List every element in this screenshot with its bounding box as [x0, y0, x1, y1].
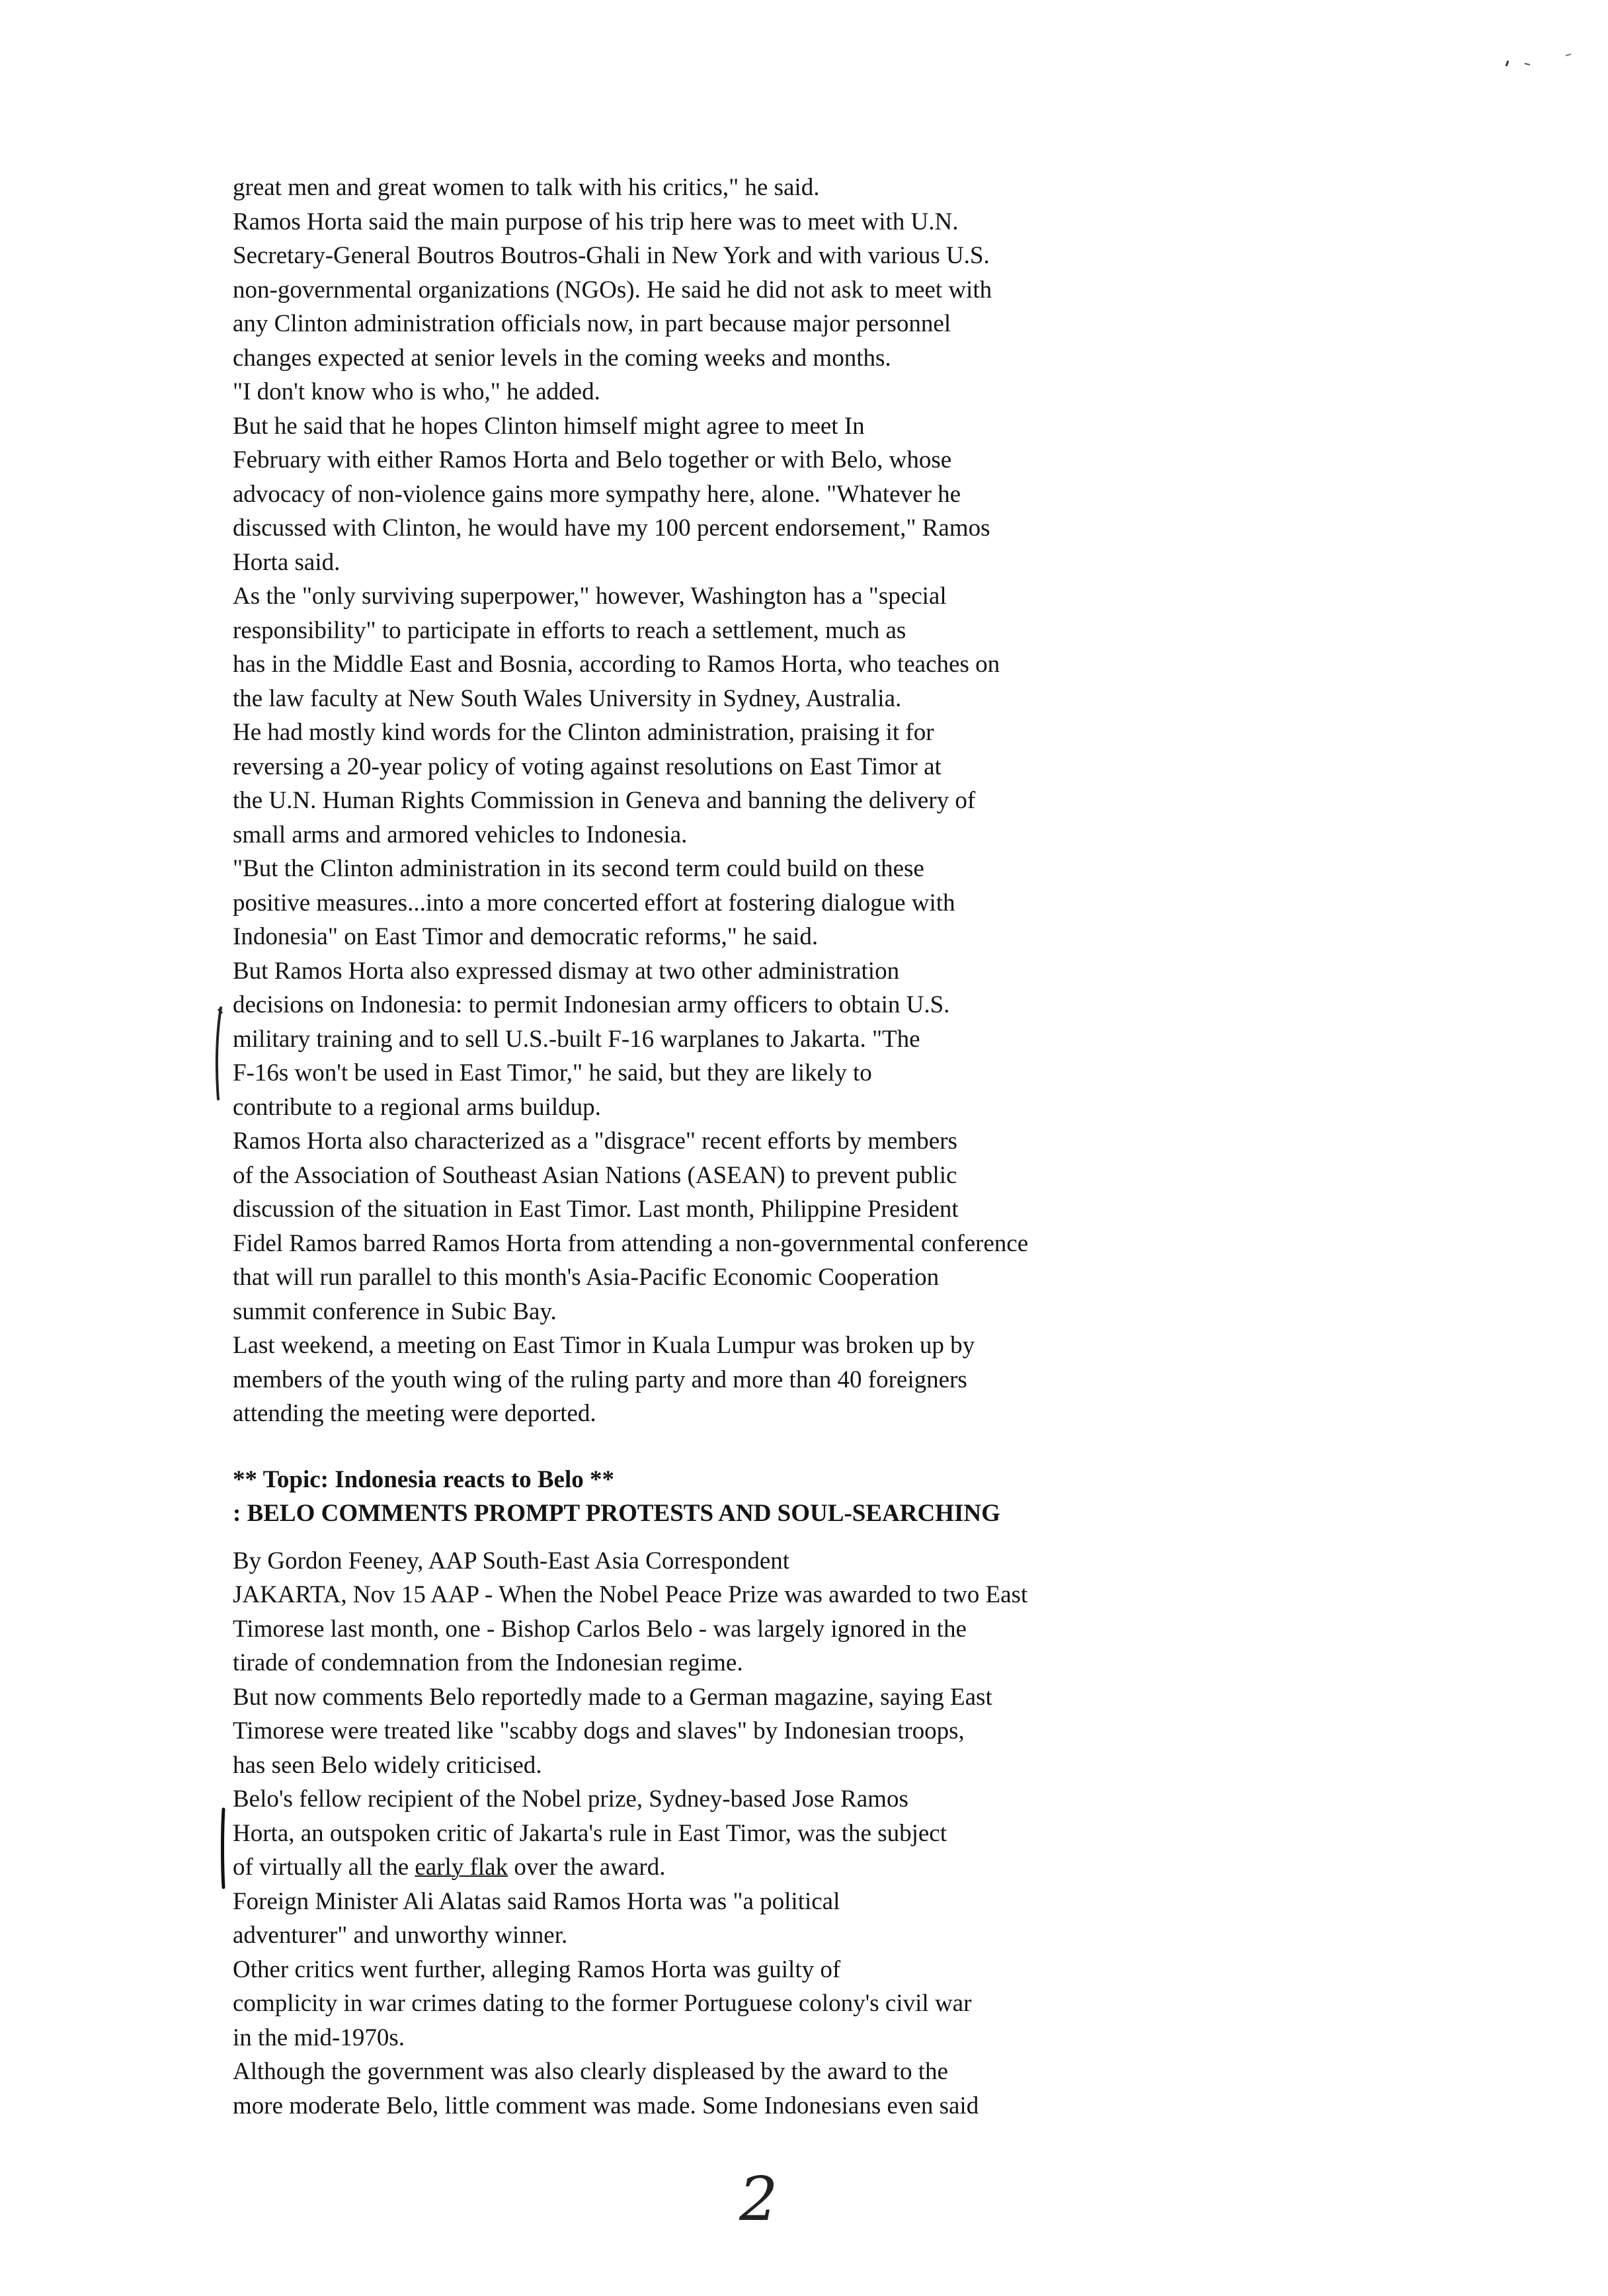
text-line: He had mostly kind words for the Clinton administration, praising it for: [233, 719, 934, 746]
text-line: small arms and armored vehicles to Indonesia.: [233, 821, 688, 848]
text-line: adventurer" and unworthy winner.: [233, 1922, 568, 1949]
corner-marks: [1501, 52, 1580, 71]
headline: : BELO COMMENTS PROMPT PROTESTS AND SOUL-SEARCHING: [233, 1500, 1000, 1527]
section-gap: [233, 1431, 1225, 1463]
text-line: Timorese last month, one - Bishop Carlos Belo - was largely ignored in the: [233, 1615, 967, 1643]
text-line: Secretary-General Boutros Boutros-Ghali in New York and with various U.S.: [233, 242, 990, 269]
text-line: has seen Belo widely criticised.: [233, 1751, 542, 1779]
text-line: Timorese were treated like "scabby dogs and slaves" by Indonesian troops,: [233, 1717, 965, 1744]
text-line: As the "only surviving superpower," however, Washington has a "special: [233, 583, 947, 610]
section-gap: [233, 1531, 1225, 1544]
text-line: non-governmental organizations (NGOs). He said he did not ask to meet with: [233, 276, 992, 304]
margin-mark-lower: [216, 1805, 231, 1891]
text-line: military training and to sell U.S.-built F-16 warplanes to Jakarta. "The: [233, 1025, 920, 1053]
text-line: "I don't know who is who," he added.: [233, 378, 600, 405]
text-line: attending the meeting were deported.: [233, 1400, 596, 1427]
text-line: F-16s won't be used in East Timor," he said, but they are likely to: [233, 1059, 872, 1086]
text-line: responsibility" to participate in efforts to reach a settlement, much as: [233, 616, 906, 644]
text-line: summit conference in Subic Bay.: [233, 1297, 557, 1325]
page-number: 2: [739, 2164, 778, 2234]
article-continued: [233, 171, 1225, 1431]
text-line: Ramos Horta said the main purpose of his trip here was to meet with U.N.: [233, 208, 959, 235]
text-line: that will run parallel to this month's Asia-Pacific Economic Cooperation: [233, 1264, 940, 1291]
text-line: of the Association of Southeast Asian Nations (ASEAN) to prevent public: [233, 1161, 957, 1189]
text-line: complicity in war crimes dating to the former Portuguese colony's civil war: [233, 1990, 972, 2017]
text-line: Other critics went further, alleging Ramos Horta was guilty of: [233, 1955, 841, 1983]
text-line: decisions on Indonesia: to permit Indonesian army officers to obtain U.S.: [233, 991, 950, 1018]
text-line: more moderate Belo, little comment was made. Some Indonesians even said: [233, 2092, 979, 2119]
text-line: "But the Clinton administration in its second term could build on these: [233, 855, 924, 882]
flak-before: of virtually all the: [233, 1854, 415, 1881]
text-line: has in the Middle East and Bosnia, according to Ramos Horta, who teaches on: [233, 651, 1000, 678]
text-line: positive measures...into a more concerted effort at fostering dialogue with: [233, 889, 955, 917]
text-line: Last weekend, a meeting on East Timor in Kuala Lumpur was broken up by: [233, 1332, 975, 1359]
text-line: But he said that he hopes Clinton himself might agree to meet In: [233, 412, 865, 440]
text-line-flak: [233, 1850, 1225, 1885]
text-line: any Clinton administration officials now, in part because major personnel: [233, 310, 951, 337]
text-line: Belo's fellow recipient of the Nobel prize, Sydney-based Jose Ramos: [233, 1785, 908, 1813]
text-line: tirade of condemnation from the Indonesian regime.: [233, 1649, 743, 1676]
text-line: the law faculty at New South Wales University in Sydney, Australia.: [233, 684, 902, 712]
text-line: February with either Ramos Horta and Belo together or with Belo, whose: [233, 446, 952, 473]
text-line: Horta, an outspoken critic of Jakarta's rule in East Timor, was the subject: [233, 1819, 947, 1847]
text-line: Foreign Minister Ali Alatas said Ramos Horta was "a political: [233, 1887, 840, 1915]
text-line: Although the government was also clearly displeased by the award to the: [233, 2058, 948, 2085]
flak-after: over the award.: [508, 1854, 666, 1881]
text-line: discussed with Clinton, he would have my 100 percent endorsement," Ramos: [233, 514, 990, 542]
article-text: [233, 171, 1225, 2123]
text-line: Horta said.: [233, 548, 341, 576]
margin-mark-upper: [209, 1005, 229, 1104]
text-line: But Ramos Horta also expressed dismay at two other administration: [233, 957, 900, 985]
text-line: members of the youth wing of the ruling party and more than 40 foreigners: [233, 1366, 967, 1393]
byline: By Gordon Feeney, AAP South-East Asia Correspondent: [233, 1547, 790, 1575]
text-line: great men and great women to talk with his critics," he said.: [233, 174, 820, 201]
text-line: discussion of the situation in East Timor. Last month, Philippine President: [233, 1196, 959, 1223]
topic-heading: ** Topic: Indonesia reacts to Belo **: [233, 1465, 614, 1493]
flak-underlined: early flak: [415, 1854, 508, 1881]
text-line: contribute to a regional arms buildup.: [233, 1093, 601, 1121]
text-line: But now comments Belo reportedly made to a German magazine, saying East: [233, 1683, 992, 1711]
text-line: JAKARTA, Nov 15 AAP - When the Nobel Peace Prize was awarded to two East: [233, 1581, 1028, 1608]
text-line: Fidel Ramos barred Ramos Horta from attending a non-governmental conference: [233, 1229, 1029, 1257]
text-line: the U.N. Human Rights Commission in Geneva and banning the delivery of: [233, 787, 976, 814]
text-line: advocacy of non-violence gains more sympathy here, alone. "Whatever he: [233, 480, 961, 508]
text-line: reversing a 20-year policy of voting against resolutions on East Timor at: [233, 753, 942, 780]
text-line: in the mid-1970s.: [233, 2024, 405, 2051]
text-line: Indonesia" on East Timor and democratic reforms," he said.: [233, 923, 819, 950]
article-new: [233, 1578, 1225, 2123]
text-line: Ramos Horta also characterized as a "disgrace" recent efforts by members: [233, 1128, 957, 1155]
text-line: changes expected at senior levels in the coming weeks and months.: [233, 344, 891, 372]
